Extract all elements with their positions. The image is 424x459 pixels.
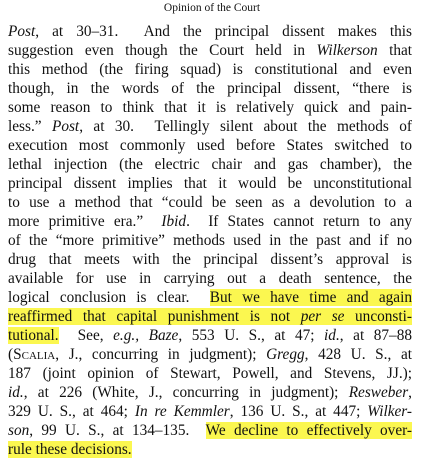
text-line <box>8 345 412 364</box>
text-line <box>8 212 412 231</box>
text-line <box>8 98 412 117</box>
italic-text: Ibid <box>161 213 187 230</box>
text-run: , at 87–88 <box>339 327 412 344</box>
text-line <box>8 364 412 383</box>
text-run: , 428 U. S., at <box>304 346 412 363</box>
text-run: 187 (joint opinion of Stewart, Powell, and Stevens, JJ.); <box>8 365 412 382</box>
text-line <box>8 193 412 212</box>
italic-text: e.g., Baze <box>113 327 179 344</box>
highlighted-text: unconsti- <box>344 308 412 325</box>
text-line <box>8 155 412 174</box>
small-caps-text: Scalia <box>13 346 56 363</box>
italic-text: Resweber <box>348 384 409 401</box>
italic-text: id. <box>8 384 24 401</box>
text-run: of the “more primitive” methods used in the past and if no <box>8 232 412 249</box>
highlighted-text: We decline to effectively over- <box>205 422 412 439</box>
text-run: See, <box>58 327 114 344</box>
italic-text: Post <box>51 118 80 135</box>
italic-text: In re Kemmler <box>134 403 230 420</box>
highlighted-italic-text: per se <box>300 308 345 325</box>
highlighted-text: reaffirmed that capital punishment is not <box>8 308 301 325</box>
text-run: drug that meets with the principal dissent’s approval is <box>8 251 412 268</box>
italic-text: son <box>8 422 30 439</box>
highlighted-text: tutional. <box>8 327 59 344</box>
text-line <box>8 421 412 440</box>
text-run: , 553 U. S., at 47; <box>178 327 325 344</box>
text-run: , 99 U. S., at 134–135. <box>29 422 206 439</box>
text-run: . If States cannot return to any <box>186 213 412 230</box>
italic-text: Gregg <box>266 346 305 363</box>
text-run: , at 30–31. And the principal dissent makes this <box>35 23 412 40</box>
text-line <box>8 136 412 155</box>
italic-text: Wilkerson <box>316 42 378 59</box>
text-line <box>8 79 412 98</box>
text-run: suggestion even though the Court held in <box>8 42 317 59</box>
text-run: , at 30. Tellingly silent about the methods of <box>79 118 413 135</box>
text-line <box>8 41 412 60</box>
text-run: lethal injection (the electric chair and gas chamber), the <box>8 156 412 173</box>
text-run: that <box>377 42 413 59</box>
text-run: , J., concurring in judgment); <box>55 346 267 363</box>
text-run: though, in the words of the principal dissent, “there is <box>8 80 412 97</box>
text-line <box>8 269 412 288</box>
text-run: , <box>408 384 412 401</box>
text-line <box>8 250 412 269</box>
italic-text: Post <box>8 23 36 40</box>
text-line <box>8 174 412 193</box>
text-line <box>8 326 412 345</box>
text-run: available for use in carrying out a death sentence, the <box>8 270 412 287</box>
text-line <box>8 22 412 41</box>
text-line <box>8 231 412 250</box>
text-line <box>8 307 412 326</box>
text-run: to use a method that “could be seen as a devolution to a <box>8 194 412 211</box>
italic-text: id. <box>324 327 340 344</box>
text-run: ( <box>8 346 14 363</box>
text-run: less.” <box>8 118 52 135</box>
text-line <box>8 60 412 79</box>
text-run: execution most commonly used before States switched to <box>8 137 412 154</box>
highlighted-text: rule these decisions. <box>8 441 132 458</box>
text-line <box>8 117 412 136</box>
running-header: Opinion of the Court <box>163 2 261 14</box>
text-line <box>8 402 412 421</box>
text-run: 329 U. S., at 464; <box>8 403 135 420</box>
text-run: some reason to think that it is relatively quick and pain- <box>8 99 412 116</box>
text-run: principal dissent implies that it would be unconstitutional <box>8 175 412 192</box>
text-run: , 136 U. S., at 447; <box>229 403 368 420</box>
text-run: more primitive era.” <box>8 213 162 230</box>
text-line <box>8 440 412 459</box>
text-run: logical conclusion is clear. <box>8 289 210 306</box>
text-run: this method (the firing squad) is constitutional and even <box>8 61 412 78</box>
text-line <box>8 383 412 402</box>
text-run: , at 226 (White, J., concurring in judgment); <box>23 384 349 401</box>
highlighted-text: But we have time and again <box>209 289 412 306</box>
italic-text: Wilker- <box>367 403 413 420</box>
text-line <box>8 288 412 307</box>
